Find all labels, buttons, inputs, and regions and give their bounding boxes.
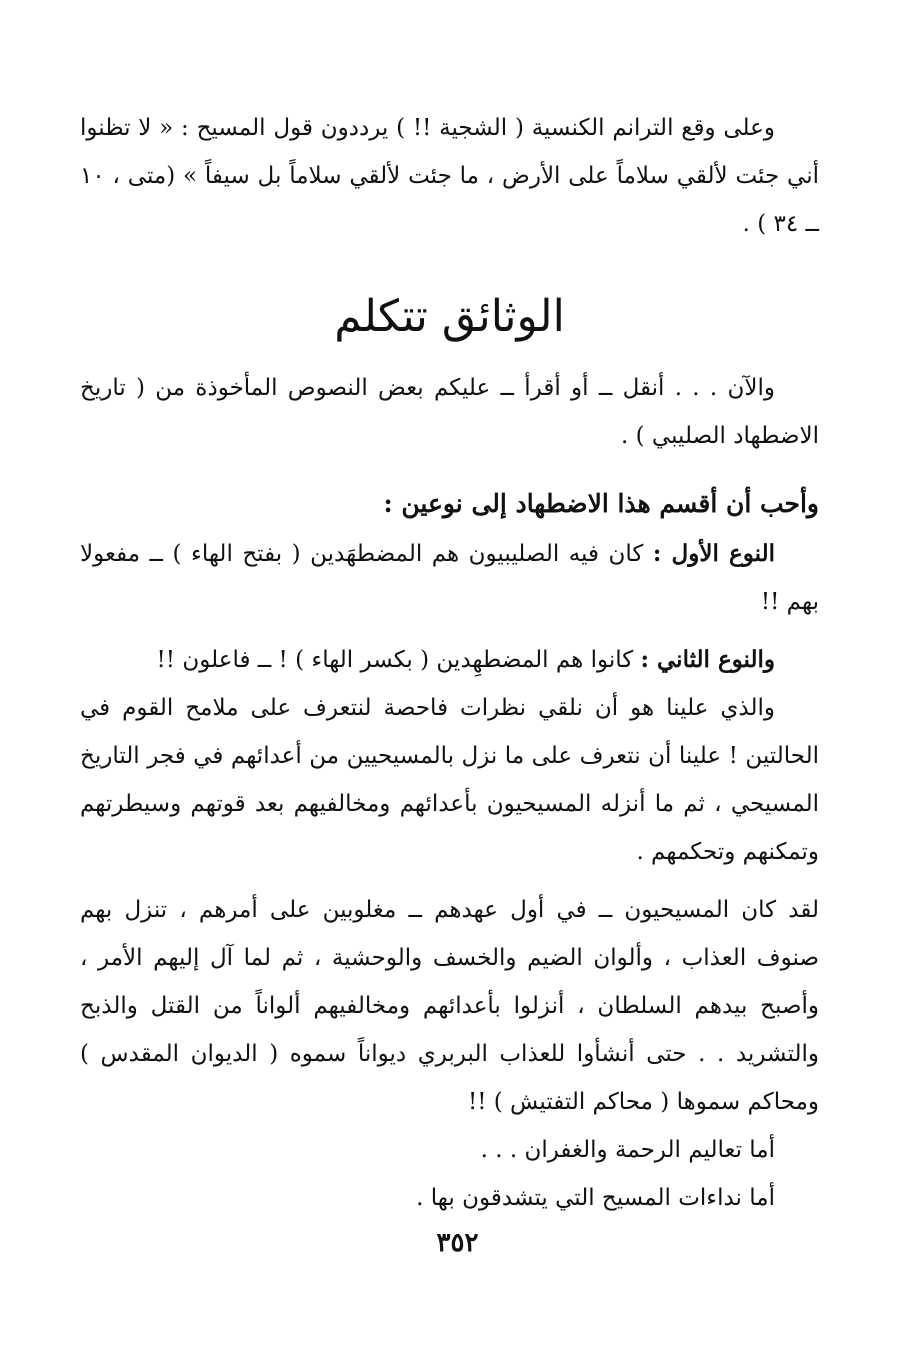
type-two-label: والنوع الثاني : [640, 646, 775, 673]
type-two-paragraph [80, 636, 819, 684]
opening-paragraph: وعلى وقع الترانم الكنسية ( الشجية !! ) يرددون قول المسيح : « لا تظنوا أني جئت لألقي سلاماً على الأرض ، ما جئت لألقي سلاماً بل سيفاً » (متى ، ١٠ ــ ٣٤ ) . [80, 115, 819, 237]
type-one-label: النوع الأول : [652, 540, 775, 567]
section-heading: الوثائق تتكلم [334, 291, 565, 342]
page-number: ٣٥٢ [436, 1228, 479, 1258]
history-paragraph: لقد كان المسيحيون ــ في أول عهدهم ــ مغلوبين على أمرهم ، تنزل بهم صنوف العذاب ، وألوان الضيم والخسف والوحشية ، ثم لما آل إليهم الأمر ، وأصبح بيدهم السلطان ، أنزلوا بأعدائهم ومخالفيهم ألواناً من القتل والذبح والتشريد . . حتى أنشأوا للعذاب البربري ديواناً سموه ( الديوان المقدس ) ومحاكم سموها ( محاكم التفتيش ) !! [80, 897, 819, 1115]
type-one-paragraph [80, 530, 819, 626]
type-two-text: كانوا هم المضطهِدين ( بكسر الهاء ) ! ــ فاعلون !! [156, 647, 641, 673]
mercy-line: أما تعاليم الرحمة والغفران . . . [480, 1137, 775, 1163]
division-statement: وأحب أن أقسم هذا الاضطهاد إلى نوعين : [383, 489, 819, 518]
intro-paragraph: والآن . . . أنقل ــ أو أقرأ ــ عليكم بعض النصوص المأخوذة من ( تاريخ الاضطهاد الصليبي ) . [80, 375, 819, 449]
glance-paragraph: والذي علينا هو أن نلقي نظرات فاحصة لنتعرف على ملامح القوم في الحالتين ! علينا أن نتعرف على ما نزل بالمسيحيين من أعدائهم في فجر التاريخ المسيحي ، ثم ما أنزله المسيحيون بأعدائهم ومخالفيهم بعد قوتهم وسيطرتهم وتمكنهم وتحكمهم . [80, 695, 819, 865]
calls-line: أما نداءات المسيح التي يتشدقون بها . [416, 1185, 775, 1211]
type-one-text: كان فيه الصليبيون هم المضطهَدين ( بفتح الهاء ) ــ مفعولا بهم !! [80, 541, 819, 615]
